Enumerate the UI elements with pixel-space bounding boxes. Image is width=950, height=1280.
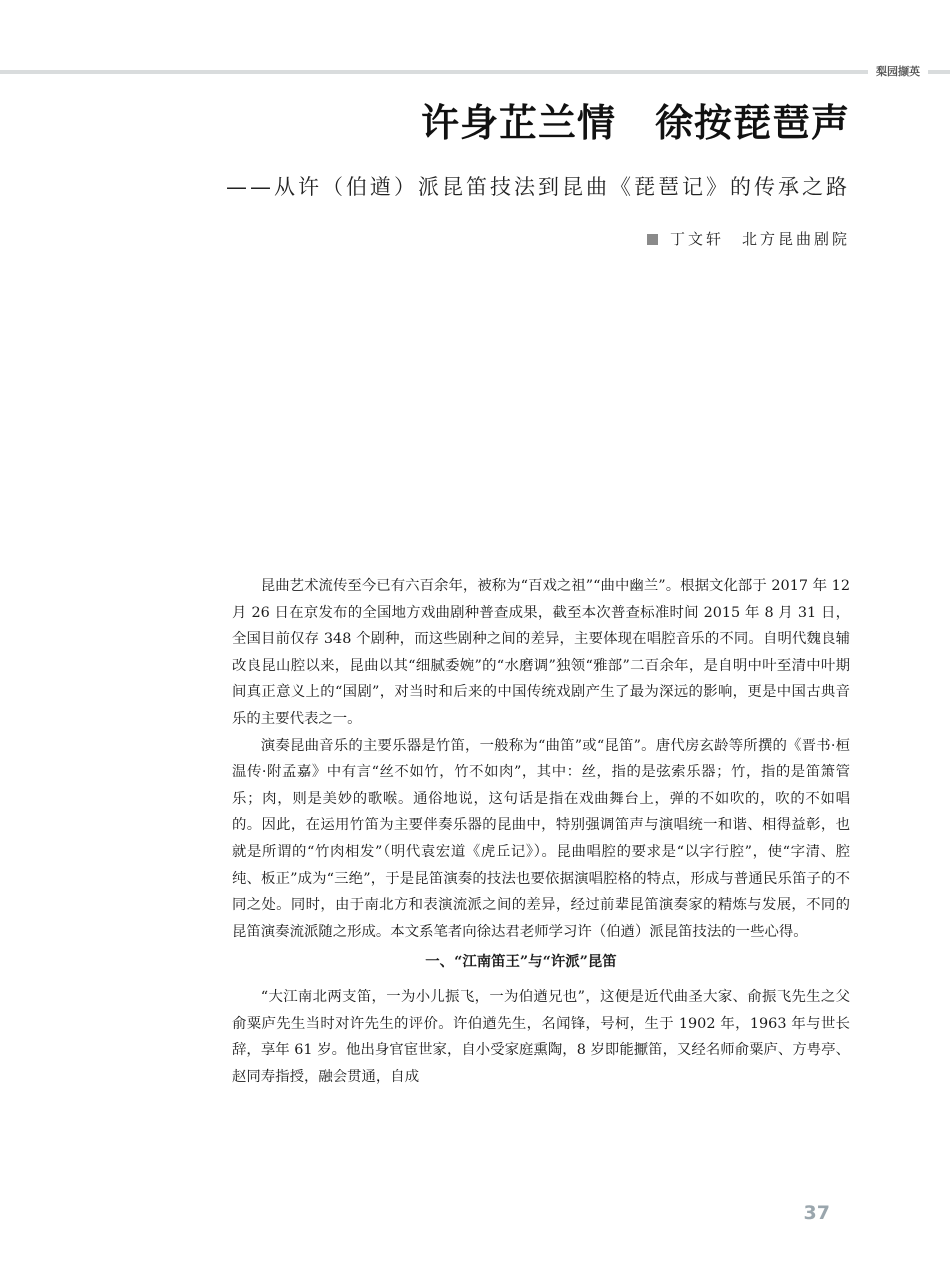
author-affiliation: 丁文轩 北方昆曲剧院 bbox=[669, 230, 850, 248]
square-bullet-icon bbox=[647, 234, 658, 245]
header-rule bbox=[0, 70, 950, 74]
article-title: 许身芷兰情 徐按琵琶声 bbox=[420, 101, 850, 145]
article-subtitle: ——从许（伯遒）派昆笛技法到昆曲《琵琶记》的传承之路 bbox=[226, 175, 850, 199]
section-heading: 一、“江南笛王”与“许派”昆笛 bbox=[425, 953, 617, 971]
body-paragraph: 昆曲艺术流传至今已有六百余年，被称为“百戏之祖”“曲中幽兰”。根据文化部于 2017 年 12 月 26 日在京发布的全国地方戏曲剧种普查成果，截至本次普查标准时间 2015 年 8 月 31 日，全国目前仅存 348 个剧种，而这些剧种之间的差异，主要体现在唱腔音乐的不同。自明代魏良辅改良昆山腔以来，昆曲以其“细腻委婉”的“水磨调”独领“雅部”二百余年，是自明中叶至清中叶期间真正意义上的“国剧”，对当时和后来的中国传统戏剧产生了最为深远的影响，更是中国古典音乐的主要代表之一。 bbox=[232, 578, 850, 727]
section-tag: 梨园撷英 bbox=[868, 64, 928, 80]
page-number: 37 bbox=[803, 1202, 830, 1224]
byline bbox=[647, 227, 850, 251]
body-paragraph: 演奏昆曲音乐的主要乐器是竹笛，一般称为“曲笛”或“昆笛”。唐代房玄龄等所撰的《晋书·桓温传·附孟嘉》中有言“丝不如竹，竹不如肉”，其中：丝，指的是弦索乐器；竹，指的是笛箫管乐；肉，则是美妙的歌喉。通俗地说，这句话是指在戏曲舞台上，弹的不如吹的，吹的不如唱的。因此，在运用竹笛为主要伴奏乐器的昆曲中，特别强调笛声与演唱统一和谐、相得益彰，也就是所谓的“竹肉相发”（明代袁宏道《虎丘记》）。昆曲唱腔的要求是“以字行腔”，使“字清、腔纯、板正”成为“三绝”，于是昆笛演奏的技法也要依据演唱腔格的特点，形成与普通民乐笛子的不同之处。同时，由于南北方和表演流派之间的差异，经过前辈昆笛演奏家的精炼与发展，不同的昆笛演奏流派随之形成。本文系笔者向徐达君老师学习许（伯遒）派昆笛技法的一些心得。 bbox=[232, 737, 850, 940]
body-paragraph: “大江南北两支笛，一为小儿振飞，一为伯遒兄也”，这便是近代曲圣大家、俞振飞先生之父俞粟庐先生当时对许先生的评价。许伯遒先生，名闻锋，号柯，生于 1902 年，1963 年与世长辞，享年 61 岁。他出身官宦世家，自小受家庭熏陶，8 岁即能擫笛，又经名师俞粟庐、方甹亭、赵同寿指授，融会贯通，自成 bbox=[232, 988, 850, 1085]
article-body bbox=[232, 573, 850, 1090]
